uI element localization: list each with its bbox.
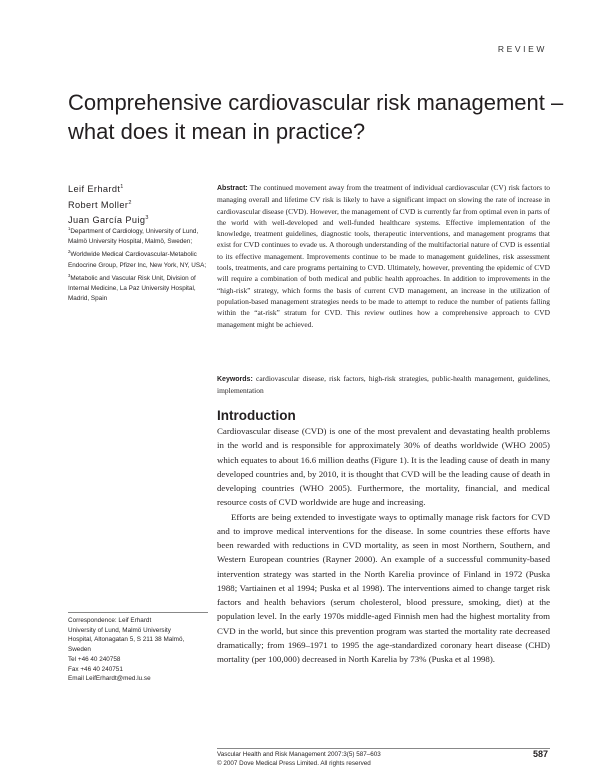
- correspondence-line: Fax +46 40 240751: [68, 665, 123, 673]
- correspondence-line: University of Lund, Malmö University: [68, 626, 171, 634]
- author-name: Robert Moller$^2$: [68, 199, 132, 210]
- author-name: Leif Erhardt$^1$: [68, 184, 124, 195]
- keywords-label: Keywords:: [217, 376, 253, 383]
- author-affiliations: $^1$Department of Cardiology, University of Lund, Malmö University Hospital, Malmö, Sweden; $^2$Worldwide Medical Cardiovascular-Metabolic Endocrine Group, Pfizer Inc, New York, NY, USA; $^3$Metabolic and Vascular Risk Unit, Division of Internal Medicine, La Paz University Hospital, Madrid, Spain: [68, 226, 207, 303]
- introduction-body: [217, 424, 550, 666]
- correspondence-divider: [68, 612, 208, 613]
- footer-divider: [217, 748, 550, 749]
- correspondence-line: Correspondence: Leif Erhardt: [68, 617, 152, 624]
- body-paragraph: Cardiovascular disease (CVD) is one of the most prevalent and devastating health problems in the world and is responsible for approximately 30% of deaths worldwide (WHO 2005) which equates to about 16.6 million deaths (Figure 1). It is the leading cause of death in many developed countries and, by 2010, it is thought that CVD will be the leading cause of death in developing countries (WHO 2005). Furthermore, the mortality, financial, and medical resource costs of CVD worldwide are huge and increasing.: [217, 426, 550, 508]
- correspondence-email[interactable]: Email LeifErhardt@med.lu.se: [68, 675, 151, 683]
- footer-citation: Vascular Health and Risk Management 2007:3(5) 587–603: [217, 751, 381, 758]
- correspondence-block: [68, 616, 213, 684]
- body-paragraph: Efforts are being extended to investigate ways to optimally manage risk factors for CVD and to improve medical interventions for the disease. In some countries these efforts have been rewarded with reductions in CVD mortality, as seen in most Northern, Southern, and Western European countries (Rayner 2000). An example of a successful community-based intervention strategy was started in the North Karelia province of Finland in 1972 (Puska 1988; Vartiainen et al 1994; Puska et al 1998). The interventions aimed to change target risk factors and health behaviors (serum cholesterol, blood pressure, smoking, diet) at the population level. In the early 1970s middle-aged Finnish men had the highest mortality from CVD in the world, but since this prevention program was started the mortality rate decreased dramatically; from 1969–1971 to 1995 the age-standardized coronary heart disease (CHD) mortality (per 100,000) decreased in North Karelia by 73% (Puska et al 1998).: [217, 511, 550, 664]
- author-name: Juan García Puig$^3$: [68, 215, 149, 226]
- correspondence-line: Tel +46 40 240758: [68, 655, 121, 663]
- section-heading-introduction: Introduction: [217, 408, 296, 423]
- correspondence-line: Hospital, Altonagatan 5, S 211 38 Malmö,: [68, 636, 185, 644]
- article-title: Comprehensive cardiovascular risk management – what does it mean in practice?: [68, 90, 564, 144]
- keywords: [217, 373, 550, 397]
- abstract: [217, 182, 550, 330]
- page-number: 587: [532, 749, 548, 759]
- abstract-label: Abstract:: [217, 185, 248, 192]
- footer-citation-block: [217, 750, 381, 768]
- author-list: [68, 181, 208, 228]
- abstract-text: The continued movement away from the treatment of individual cardiovascular (CV) risk factors to managing overall and lifetime CV risk is likely to have a significant impact on slowing the rate of increase in cardiovascular disease (CVD). However, the management of CVD is currently far from optimal even in parts of the world with well-developed and well-funded healthcare systems. Effective implementation of the knowledge, treatment guidelines, diagnostic tools, therapeutic interventions, and management programs that exist for CVD continues to evade us. A thorough understanding of the multifactorial nature of CVD is essential to its effective management. Improvements continue to be made to management guidelines, risk assessment tools, treatments, and care programs pertaining to CVD. Ultimately, however, preventing the epidemic of CVD will require a combination of both medical and public health approaches. In addition to improvements in the “high-risk” strategy, which forms the basis of current CVD management, an increase in the utilization of population-based management strategies needs to be made to attempt to reduce the number of patients falling within the “at-risk” stratum for CVD. This review outlines how a comprehensive approach to CVD management might be achieved.: [217, 183, 550, 329]
- correspondence-line: Sweden: [68, 646, 91, 654]
- footer-copyright: © 2007 Dove Medical Press Limited. All rights reserved: [217, 760, 371, 767]
- keywords-text: cardiovascular disease, risk factors, high-risk strategies, public-health management, guidelines, implementation: [217, 374, 551, 396]
- section-label: REVIEW: [497, 44, 547, 54]
